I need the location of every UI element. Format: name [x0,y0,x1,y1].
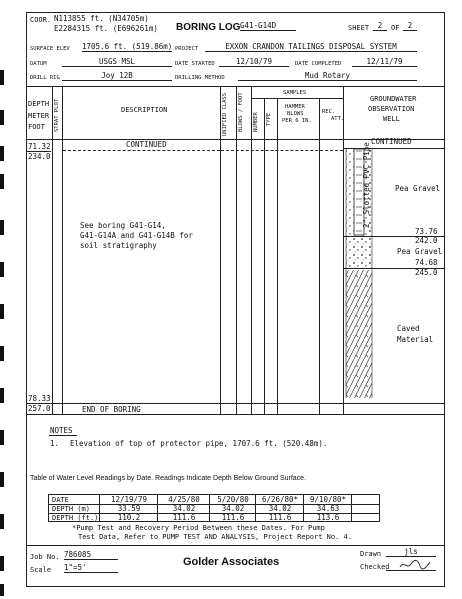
date-cell: 6/26/80* [261,495,299,504]
caved-label-1: Caved [397,324,420,333]
col-divider [220,86,221,414]
col-divider [319,98,320,414]
date-cell: 5/20/80 [217,495,249,504]
drawn-value: jls [386,548,436,557]
top-depth-ft: 234.0 [28,152,51,161]
checked-label: Checked [360,563,390,571]
col-depth: DEPTH [28,100,50,108]
water-table-col [157,495,158,521]
project-name: EXXON CRANDON TAILINGS DISPOSAL SYSTEM [205,43,417,52]
punch-hole [0,174,4,189]
punch-hole [0,146,4,161]
depth-m-cell: 34.02 [172,504,196,513]
table-bottom-rule [26,414,445,415]
punch-hole [0,70,4,85]
sheet-number: 2 [373,22,387,31]
pipe-label: 2" Slotted PVC Pipe [362,142,371,228]
depth-ft-cell: 111.6 [221,513,245,522]
col-samples: SAMPLES [283,90,307,96]
depth-ft-cell: 110.2 [117,513,141,522]
row-label-depth-ft: DEPTH (ft.) [52,514,99,522]
punch-hole [0,220,4,235]
water-table-col [255,495,256,521]
col-foot: FOOT [28,123,45,131]
water-table-col [209,495,210,521]
col-number: NUMBER [253,112,259,132]
punch-hole [0,556,4,571]
project-label: PROJECT [175,46,199,52]
samples-rule [251,98,343,99]
water-table-footnote-1: *Pump Test and Recovery Period Between these Dates. For Pump [72,524,325,532]
depth-m-cell: 34.63 [316,504,340,513]
well-depth-1-m: 73.76 [415,227,438,236]
well-depth-2-m: 74.68 [415,258,438,267]
depth-ft-cell: 111.6 [172,513,196,522]
col-observation: OBSERVATION [368,105,415,113]
boring-id: G41-G14D [240,22,296,31]
drilling-method-label: DRILLING METHOD [175,75,225,81]
caved-label-2: Material [397,335,434,344]
datum-value: USGS MSL [62,58,172,67]
col-unified-class: UNIFIED CLASS [222,92,228,136]
drill-rig-label: DRILL RIG [30,75,60,81]
col-strat-plot: STRAT PLOT [54,98,60,132]
date-started-label: DATE STARTED [175,61,215,67]
depth-m-cell: 34.02 [268,504,292,513]
col-divider [62,86,63,414]
depth-m-cell: 33.59 [117,504,141,513]
col-divider [52,86,53,414]
drawn-label: Drawn [360,550,382,558]
description-note-1: See boring G41-G14, [80,221,166,230]
coord-north: N113855 ft. (N34705m) [54,14,149,23]
surface-elev-label: SURFACE ELEV [30,46,70,52]
punch-hole [0,388,4,403]
job-label: Job No. [30,553,60,561]
end-of-boring: END OF BORING [82,405,141,414]
bottom-depth-ft: 257.0 [28,404,51,413]
well-continued-label: CONTINUED [371,137,412,146]
row-label-date: DATE [52,496,69,504]
water-table-col [99,495,100,521]
of-label: OF [391,24,400,32]
date-completed-value: 12/11/79 [352,58,417,67]
continued-dash [63,150,220,151]
water-table-title: Table of Water Level Readings by Date. Readings Indicate Depth Below Ground Surface. [30,475,307,482]
notes-title: NOTES [50,426,73,435]
sheet-label: SHEET [348,24,370,32]
col-meter: METER [28,112,50,120]
pea-gravel-label-1: Pea Gravel [395,184,441,193]
coord-east: E2284315 ft. (E696261m) [54,24,158,33]
punch-hole [0,472,4,487]
page-title: BORING LOG [176,22,241,33]
date-started-value: 12/10/79 [219,58,289,67]
description-note-2: G41-G14A and G41-G14B for [80,231,193,240]
drill-rig-value: Joy 12B [62,72,172,81]
col-blows-foot: BLOWS / FOOT [238,92,244,132]
footer-rule [26,545,445,546]
punch-hole [0,584,4,596]
col-description: DESCRIPTION [121,106,168,114]
depth-ft-cell: 111.6 [268,513,292,522]
depth-ft-cell: 113.6 [316,513,340,522]
punch-hole [0,430,4,445]
col-divider [264,98,265,414]
col-groundwater: GROUNDWATER [370,95,417,103]
depth-m-cell: 34.02 [221,504,245,513]
col-hammer: HAMMER [285,104,305,110]
continued-label: CONTINUED [126,140,167,149]
date-cell: 9/10/80* [309,495,347,504]
punch-hole [0,304,4,319]
col-hammer-per: PER 6 IN. [282,118,312,124]
col-divider [251,86,252,414]
date-cell: 12/19/79 [110,495,148,504]
col-hammer-blows: BLOWS [287,111,304,117]
end-boring-rule [26,403,445,404]
pea-gravel-label-2: Pea Gravel [397,247,443,256]
scale-value: 1"=5' [64,564,118,573]
datum-label: DATUM [30,61,47,67]
surface-elev-value: 1705.6 ft. (519.86m) [82,42,173,51]
continued-dash [221,150,343,151]
scale-label: Scale [30,566,52,574]
drilling-method-value: Mud Rotary [238,72,417,81]
water-table-footnote-2: Test Data, Refer to PUMP TEST AND ANALYSIS, Project Report No. 4. [78,533,352,541]
water-table [48,494,380,522]
coord-label: COOR. [30,16,52,24]
col-divider [277,98,278,414]
punch-hole [0,110,4,125]
water-table-col [303,495,304,521]
punch-hole [0,346,4,361]
date-cell: 4/25/80 [168,495,200,504]
sheet-total: 2 [403,22,417,31]
job-number: 786085 [64,551,118,560]
bottom-depth-m: 78.33 [28,394,51,403]
description-note-3: soil stratigraphy [80,241,157,250]
col-divider [236,86,237,414]
water-table-col [351,495,352,521]
well-depth-2-ft: 245.0 [415,268,438,277]
col-type: TYPE [266,112,272,126]
top-depth-m: 71.32 [28,142,51,151]
date-completed-label: DATE COMPLETED [295,61,342,67]
col-att: ATT. [331,116,345,122]
col-well: WELL [383,115,400,123]
row-label-depth-m: DEPTH (m) [52,505,90,513]
note-1-text: Elevation of top of protector pipe, 1707.6 ft. (520.48m). [70,439,328,448]
checked-signature [398,558,432,572]
company-name: Golder Associates [183,556,280,568]
notes-underline [49,435,77,436]
note-1-number: 1. [50,439,60,448]
punch-hole [0,262,4,277]
well-depth-1-ft: 242.0 [415,236,438,245]
col-rec: REC. [322,109,336,115]
punch-hole [0,514,4,529]
